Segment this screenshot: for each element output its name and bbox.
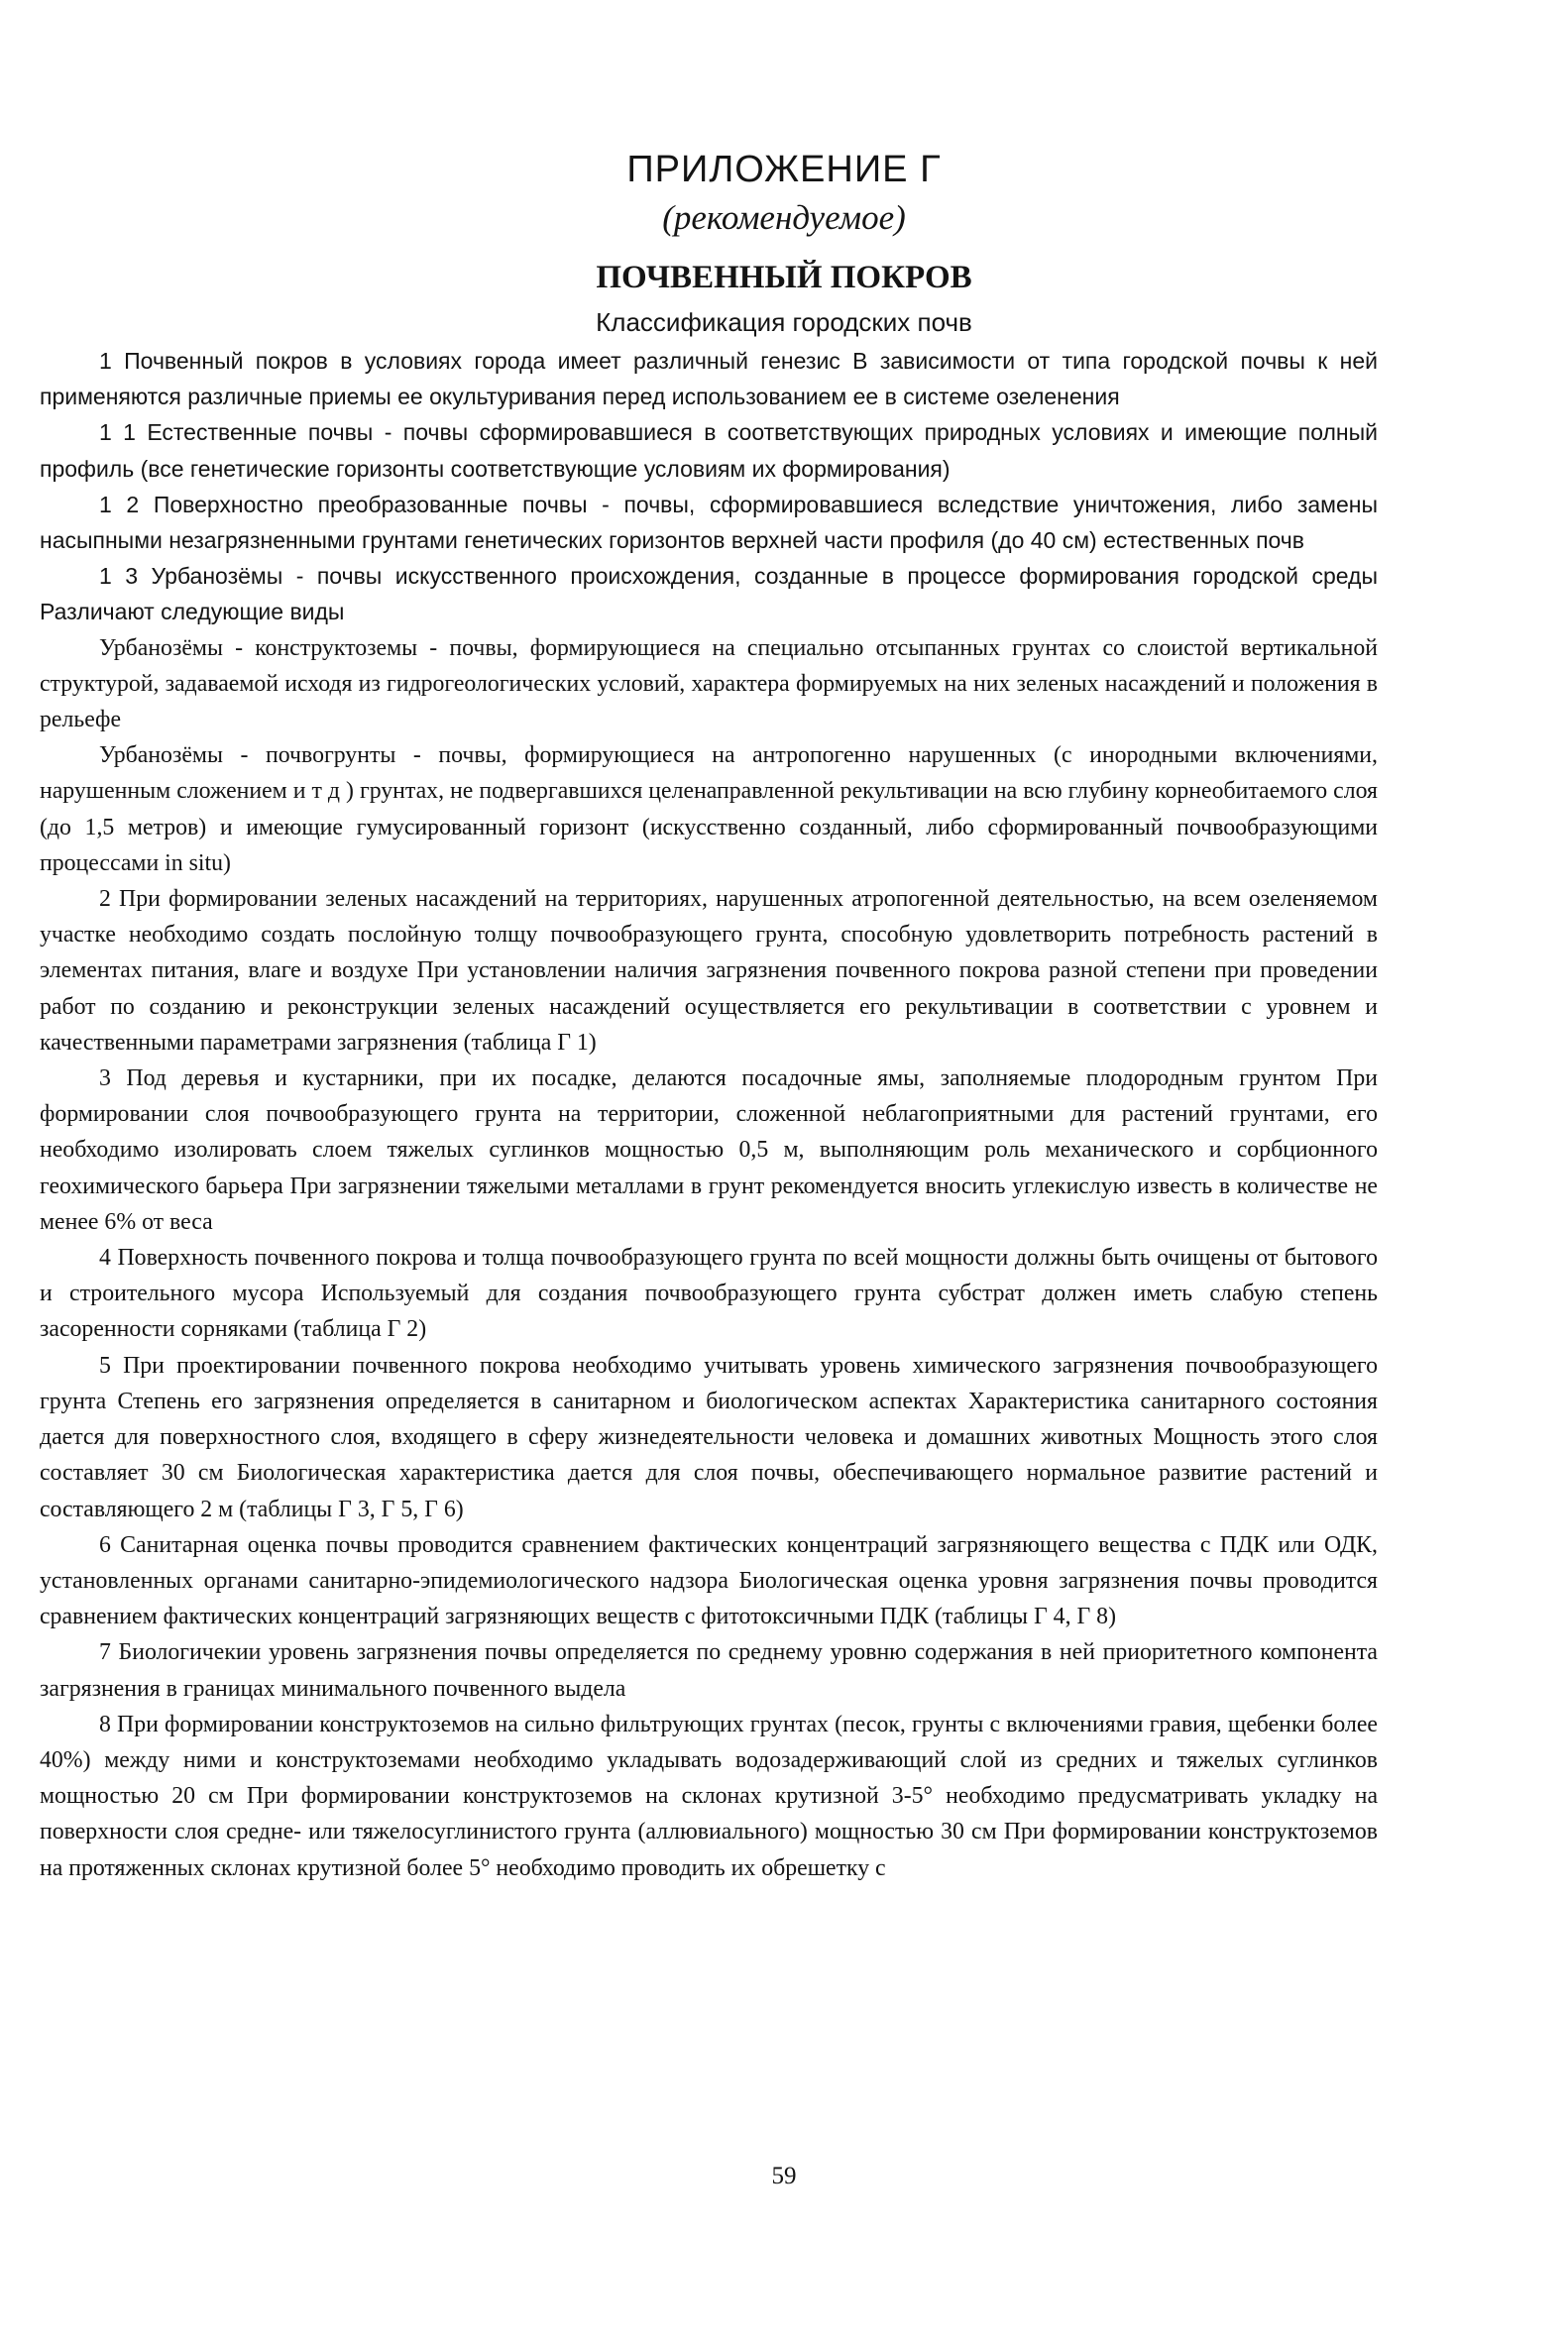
appendix-status: (рекомендуемое) (662, 198, 906, 237)
paragraph-pochvogrunty: Урбанозёмы - почвогрунты - почвы, формирующиеся на антропогенно нарушенных (с инородными включениями, нарушенным сложением и т д ) грунтах, не подвергавшихся целенаправленной рекультивации на всю глубину корнеобитаемого слоя (до 1,5 метров) и имеющие гумусированный горизонт (искусственно созданный, либо сформированный почвообразующими процессами in situ) (40, 742, 1378, 876)
document-body (40, 343, 1378, 1886)
paragraph-constructozems: Урбанозёмы - конструктоземы - почвы, формирующиеся на специально отсыпанных грунтах со слоистой вертикальной структурой, задаваемой исходя из гидрогеологических условий, характера формируемых на них зеленых насаждений и положения в рельефе (40, 634, 1378, 733)
page-number: 59 (771, 2163, 797, 2189)
section-title: ПОЧВЕННЫЙ ПОКРОВ (596, 260, 972, 295)
paragraph-7: 7 Биологичекии уровень загрязнения почвы определяется по среднему уровню содержания в ней приоритетного компонента загрязнения в границах минимального почвенного выдела (40, 1639, 1378, 1702)
paragraph-1-3: 1 3 Урбанозёмы - почвы искусственного происхождения, созданные в процессе формирования городской среды Различают следующие виды (40, 563, 1378, 625)
paragraph-8: 8 При формировании конструктоземов на сильно фильтрующих грунтах (песок, грунты с включениями гравия, щебенки более 40%) между ними и конструктоземами необходимо укладывать водозадерживающий слой из средних и тяжелых суглинков мощностью 20 см При формировании конструктоземов на склонах крутизной 3-5° необходимо предусматривать укладку на поверхности слоя средне- или тяжелосуглинистого грунта (аллювиального) мощностью 30 см При формировании конструктоземов на протяженных склонах крутизной более 5° необходимо проводить их обрешетку с (40, 1711, 1378, 1881)
paragraph-2: 2 При формировании зеленых насаждений на территориях, нарушенных атропогенной деятельностью, на всем озеленяемом участке необходимо создать послойную толщу почвообразующего грунта, способную удовлетворить потребность растений в элементах питания, влаге и воздухе При установлении наличия загрязнения почвенного покрова разной степени при проведении работ по созданию и реконструкции зеленых насаждений осуществляется его рекультивации в соответствии с уровнем и качественными параметрами загрязнения (таблица Г 1) (40, 886, 1378, 1056)
paragraph-3: 3 Под деревья и кустарники, при их посадке, делаются посадочные ямы, заполняемые плодородным грунтом При формировании слоя почвообразующего грунта на территории, сложенной неблагоприятными для растений грунтами, его необходимо изолировать слоем тяжелых суглинков мощностью 0,5 м, выполняющим роль механического и сорбционного геохимического барьера При загрязнении тяжелыми металлами в грунт рекомендуется вносить углекислую известь в количестве не менее 6% от веса (40, 1065, 1378, 1235)
paragraph-5: 5 При проектировании почвенного покрова необходимо учитывать уровень химического загрязнения почвообразующего грунта Степень его загрязнения определяется в санитарном и биологическом аспектах Характеристика санитарного состояния дается для поверхностного слоя, входящего в сферу жизнедеятельности человека и домашних животных Мощность этого слоя составляет 30 см Биологическая характеристика дается для слоя почвы, обеспечивающего нормальное развитие растений и составляющего 2 м (таблицы Г 3, Г 5, Г 6) (40, 1352, 1378, 1522)
paragraph-4: 4 Поверхность почвенного покрова и толща почвообразующего грунта по всей мощности должны быть очищены от бытового и строительного мусора Используемый для создания почвообразующего грунта субстрат должен иметь слабую степень засоренности сорняками (таблица Г 2) (40, 1245, 1378, 1343)
paragraph-6: 6 Санитарная оценка почвы проводится сравнением фактических концентраций загрязняющего вещества с ПДК или ОДК, установленных органами санитарно-эпидемиологического надзора Биологическая оценка уровня загрязнения почвы проводится сравнением фактических концентраций загрязняющих веществ с фитотоксичными ПДК (таблицы Г 4, Г 8) (40, 1531, 1378, 1630)
section-subtitle: Классификация городских почв (596, 307, 972, 337)
appendix-heading: ПРИЛОЖЕНИЕ Г (626, 149, 942, 190)
paragraph-1: 1 Почвенный покров в условиях города имеет различный генезис В зависимости от типа городской почвы к ней применяются различные приемы ее окультуривания перед использованием ее в системе озеленения (40, 348, 1378, 410)
paragraph-1-1: 1 1 Естественные почвы - почвы сформировавшиеся в соответствующих природных условиях и имеющие полный профиль (все генетические горизонты соответствующие условиям их формирования) (40, 419, 1378, 482)
paragraph-1-2: 1 2 Поверхностно преобразованные почвы - почвы, сформировавшиеся вследствие уничтожения, либо замены насыпными незагрязненными грунтами генетических горизонтов верхней части профиля (до 40 см) естественных почв (40, 491, 1378, 554)
